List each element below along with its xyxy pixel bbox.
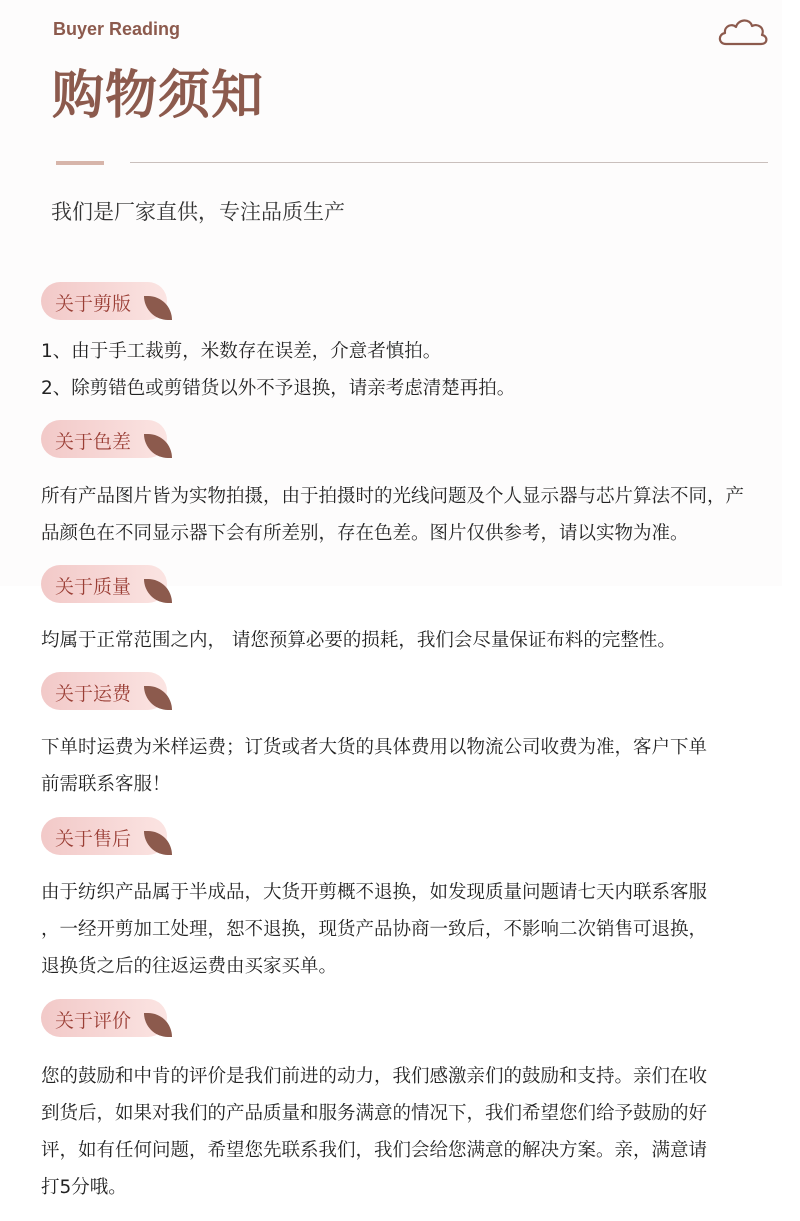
section-body-shipping — [41, 729, 771, 803]
body-line: 您的鼓励和中肯的评价是我们前进的动力，我们感激亲们的鼓励和支持。亲们在收 — [41, 1066, 708, 1087]
body-line: 2、除剪错色或剪错货以外不予退换，请亲考虑清楚再拍。 — [41, 378, 516, 399]
body-line: 均属于正常范围之内， 请您预算必要的损耗，我们会尽量保证布料的完整性。 — [41, 630, 676, 651]
title-accent-bar — [56, 161, 104, 165]
section-tag-quality — [41, 565, 171, 603]
body-line: 所有产品图片皆为实物拍摄，由于拍摄时的光线问题及个人显示器与芯片算法不同，产 — [41, 486, 745, 507]
section-tag-cut — [41, 282, 171, 320]
section-tag-label: 关于剪版 — [55, 293, 132, 315]
body-line: 品颜色在不同显示器下会有所差别，存在色差。图片仅供参考，请以实物为准。 — [41, 523, 689, 544]
body-line: 前需联系客服！ — [41, 774, 171, 795]
cloud-icon — [716, 14, 770, 50]
body-line: 评，如有任何问题，希望您先联系我们，我们会给您满意的解决方案。亲，满意请 — [41, 1140, 708, 1161]
page-title: 购物须知 — [52, 66, 265, 126]
section-tag-label: 关于运费 — [55, 683, 132, 705]
section-tag-label: 关于质量 — [55, 576, 132, 598]
section-tag-review — [41, 999, 171, 1037]
section-body-quality — [41, 622, 771, 659]
body-line: 下单时运费为米样运费；订货或者大货的具体费用以物流公司收费为准，客户下单 — [41, 737, 708, 758]
section-tag-label: 关于售后 — [55, 828, 132, 850]
section-body-cut — [41, 333, 771, 407]
intro-text: 我们是厂家直供，专注品质生产 — [51, 200, 345, 224]
body-line: 退换货之后的往返运费由买家买单。 — [41, 956, 338, 977]
section-body-aftersale — [41, 874, 771, 985]
section-body-review — [41, 1058, 771, 1206]
body-line: 到货后，如果对我们的产品质量和服务满意的情况下，我们希望您们给予鼓励的好 — [41, 1103, 708, 1124]
body-line: 由于纺织产品属于半成品，大货开剪概不退换，如发现质量问题请七天内联系客服 — [41, 882, 708, 903]
section-tag-aftersale — [41, 817, 171, 855]
section-tag-shipping — [41, 672, 171, 710]
divider-line — [130, 162, 768, 163]
section-tag-label: 关于评价 — [55, 1010, 132, 1032]
body-line: 打5分哦。 — [41, 1177, 127, 1198]
body-line: ，一经开剪加工处理，恕不退换，现货产品协商一致后，不影响二次销售可退换， — [41, 919, 708, 940]
body-line: 1、由于手工裁剪，米数存在误差，介意者慎拍。 — [41, 341, 442, 362]
section-body-color — [41, 478, 771, 552]
section-tag-label: 关于色差 — [55, 431, 132, 453]
subtitle-english: Buyer Reading — [53, 19, 181, 39]
section-tag-color — [41, 420, 171, 458]
